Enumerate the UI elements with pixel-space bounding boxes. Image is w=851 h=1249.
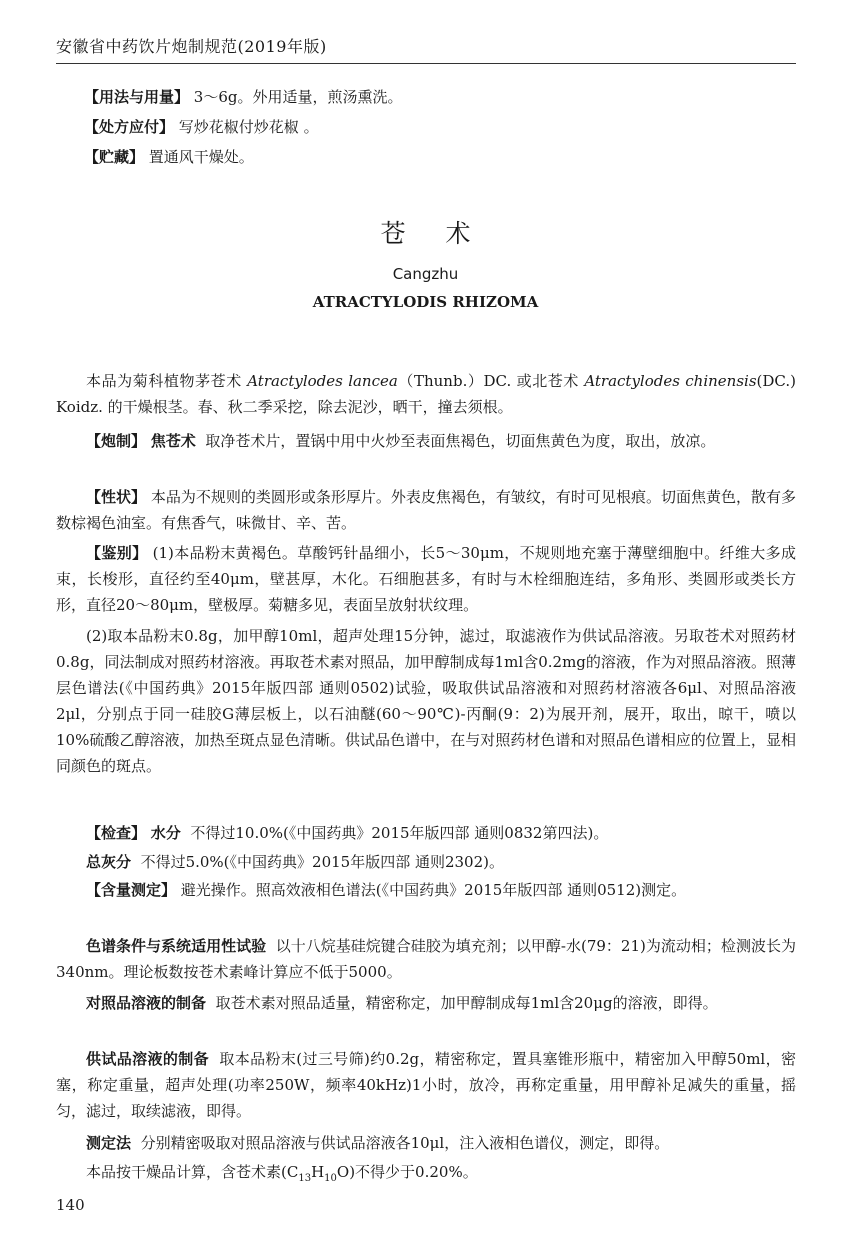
- chromatography-label: 色谱条件与系统适用性试验: [86, 937, 267, 955]
- limit-text-pre: 本品按干燥品计算，含苍术素(C: [86, 1163, 299, 1181]
- latin-name-2: Atractylodes chinensis: [584, 372, 757, 390]
- inspection-ash: [56, 849, 796, 875]
- test-solution-paragraph: [56, 1046, 796, 1124]
- processing-paragraph: [56, 428, 796, 454]
- storage: [56, 144, 796, 170]
- formula-h: H: [311, 1163, 325, 1181]
- monograph-pinyin: Cangzhu: [392, 265, 459, 283]
- header-rule: [56, 63, 796, 64]
- ash-label: 总灰分: [86, 853, 132, 871]
- processing-sublabel: 焦苍术: [150, 432, 196, 450]
- ash-text: 不得过5.0%(《中国药典》2015年版四部 通则2302)。: [140, 853, 504, 871]
- determination-paragraph: [56, 1130, 796, 1156]
- intro-paragraph: [56, 368, 796, 420]
- intro-text-2: （Thunb.）DC. 或北苍术: [397, 372, 585, 390]
- prescription-label: 【处方应付】: [84, 118, 175, 136]
- monograph-latin: ATRACTYLODIS RHIZOMA: [312, 293, 539, 311]
- identification-text-1: (1)本品粉末黄褐色。草酸钙针晶细小，长5～30μm，不规则地充塞于薄壁细胞中。纤维大多成束，长梭形，直径约至40μm，壁甚厚，木化。石细胞甚多，有时与木栓细胞连结，多角形、类圆形或类长方形，直径20～80μm，壁极厚。菊糖多见，表面呈放射状纹理。: [56, 544, 796, 614]
- storage-text: 置通风干燥处。: [148, 148, 254, 166]
- usage-dosage: [56, 84, 796, 110]
- monograph-title: 苍术: [380, 219, 511, 248]
- description-label: 【性状】: [86, 488, 147, 506]
- test-solution-label: 供试品溶液的制备: [86, 1050, 210, 1068]
- inspection-water: [56, 820, 796, 846]
- identification-label: 【鉴别】: [86, 544, 148, 562]
- storage-label: 【贮藏】: [84, 148, 145, 166]
- identification-paragraph-1: [56, 540, 796, 618]
- reference-solution-text: 取苍术素对照品适量，精密称定，加甲醇制成每1ml含20μg的溶液，即得。: [215, 994, 718, 1012]
- latin-name-1: Atractylodes lancea: [247, 372, 398, 390]
- water-label: 水分: [150, 824, 181, 842]
- running-header: 安徽省中药饮片炮制规范(2019年版): [56, 37, 327, 56]
- processing-label: 【炮制】: [86, 432, 147, 450]
- chromatography-paragraph: [56, 933, 796, 985]
- processing-text: 取净苍术片，置锅中用中火炒至表面焦褐色，切面焦黄色为度，取出，放凉。: [205, 432, 716, 450]
- prescription-text: 写炒花椒付炒花椒 。: [178, 118, 319, 136]
- reference-solution-label: 对照品溶液的制备: [86, 994, 207, 1012]
- intro-text-1: 本品为菊科植物茅苍术: [86, 372, 248, 390]
- determination-text: 分别精密吸取对照品溶液与供试品溶液各10μl，注入液相色谱仪，测定，即得。: [140, 1134, 670, 1152]
- description-paragraph: [56, 484, 796, 536]
- assay-paragraph: [56, 877, 796, 903]
- usage-text: 3～6g。外用适量，煎汤熏洗。: [193, 88, 403, 106]
- assay-label: 【含量测定】: [86, 881, 177, 899]
- content-limit: [56, 1159, 796, 1192]
- usage-label: 【用法与用量】: [84, 88, 190, 106]
- water-text: 不得过10.0%(《中国药典》2015年版四部 通则0832第四法)。: [190, 824, 609, 842]
- identification-paragraph-2: (2)取本品粉末0.8g，加甲醇10ml，超声处理15分钟，滤过，取滤液作为供试品溶液。另取苍术对照药材0.8g，同法制成对照药材溶液。再取苍术素对照品，加甲醇制成每1ml含0.2mg的溶液，作为对照品溶液。照薄层色谱法(《中国药典》2015年版四部 通则0502)试验，吸取供试品溶液和对照药材溶液各6μl、对照品溶液2μl，分别点于同一硅胶G薄层板上，以石油醚(60～90℃)-丙酮(9：2)为展开剂，展开，取出，晾干，喷以10%硫酸乙醇溶液，加热至斑点显色清晰。供试品色谱中，在与对照药材色谱和对照品色谱相应的位置上，显相同颜色的斑点。: [56, 627, 796, 775]
- prescription: [56, 114, 796, 140]
- formula-subscript-h: 10: [324, 1173, 337, 1184]
- chromatography-text: 以十八烷基硅烷键合硅胶为填充剂；以甲醇-水(79：21)为流动相；检测波长为340nm。理论板数按苍术素峰计算应不低于5000。: [56, 937, 796, 981]
- assay-text: 避光操作。照高效液相色谱法(《中国药典》2015年版四部 通则0512)测定。: [180, 881, 687, 899]
- determination-label: 测定法: [86, 1134, 132, 1152]
- limit-text-post: O)不得少于0.20%。: [336, 1163, 478, 1181]
- page-number: 140: [56, 1196, 85, 1214]
- inspection-label: 【检查】: [86, 824, 147, 842]
- test-solution-text: 取本品粉末(过三号筛)约0.2g，精密称定，置具塞锥形瓶中，精密加入甲醇50ml，密塞，称定重量，超声处理(功率250W，频率40kHz)1小时，放冷，再称定重量，用甲醇补足减失的重量，摇匀，滤过，取续滤液，即得。: [56, 1050, 796, 1120]
- reference-solution-paragraph: [56, 990, 796, 1016]
- description-text: 本品为不规则的类圆形或条形厚片。外表皮焦褐色，有皱纹，有时可见根痕。切面焦黄色，散有多数棕褐色油室。有焦香气，味微甘、辛、苦。: [56, 488, 796, 532]
- formula-subscript-c: 13: [298, 1173, 312, 1184]
- intro-text-3: (DC.) Koidz. 的干燥根茎。春、秋二季采挖，除去泥沙，晒干，撞去须根。: [56, 372, 796, 416]
